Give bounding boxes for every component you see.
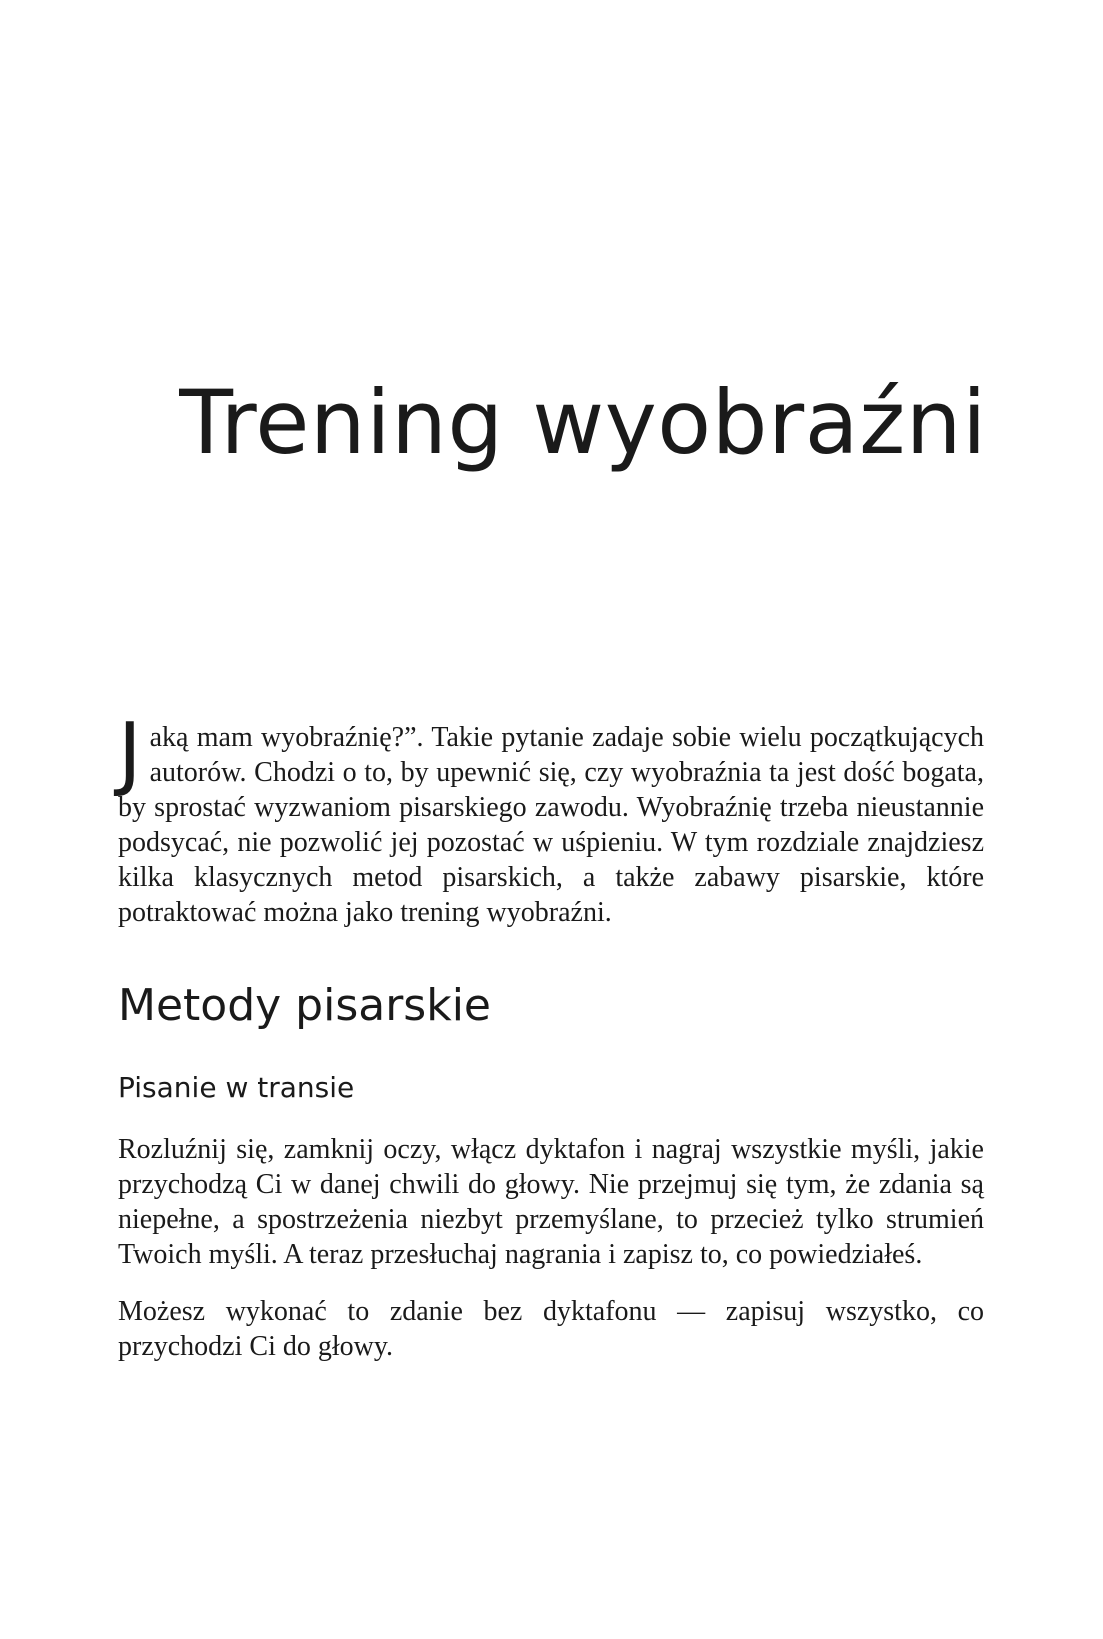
body-paragraph-1: Rozluźnij się, zamknij oczy, włącz dyktafon i nagraj wszystkie myśli, jakie przychodzą Ci w danej chwili do głowy. Nie przejmuj się tym, że zdania są niepełne, a spostrzeżenia niezbyt przemyślane, to przecież tylko strumień Twoich myśli. A teraz przesłuchaj nagrania i zapisz to, co powiedziałeś. — [118, 1134, 984, 1270]
body-paragraph-2: Możesz wykonać to zdanie bez dyktafonu — zapisuj wszystko, co przychodzi Ci do głowy. — [118, 1296, 984, 1362]
page-content — [118, 706, 984, 1364]
chapter-title: Trening wyobraźni — [179, 371, 987, 474]
drop-cap: J — [118, 706, 142, 799]
intro-paragraph — [118, 706, 984, 930]
subsection-heading: Pisanie w transie — [118, 1071, 355, 1104]
intro-text: aką mam wyobraźnię?”. Takie pytanie zadaje sobie wielu początkujących autorów. Chodzi o to, by upewnić się, czy wyobraźnia ta jest dość bogata, by sprostać wyzwaniom pisarskiego zawodu. Wyobraźnię trzeba nieustannie podsycać, nie pozwolić jej pozostać w uśpieniu. W tym rozdziale znajdziesz kilka klasycznych metod pisarskich, a także zabawy pisarskie, które potraktować można jako trening wyobraźni. — [118, 722, 984, 928]
section-heading: Metody pisarskie — [118, 980, 491, 1031]
